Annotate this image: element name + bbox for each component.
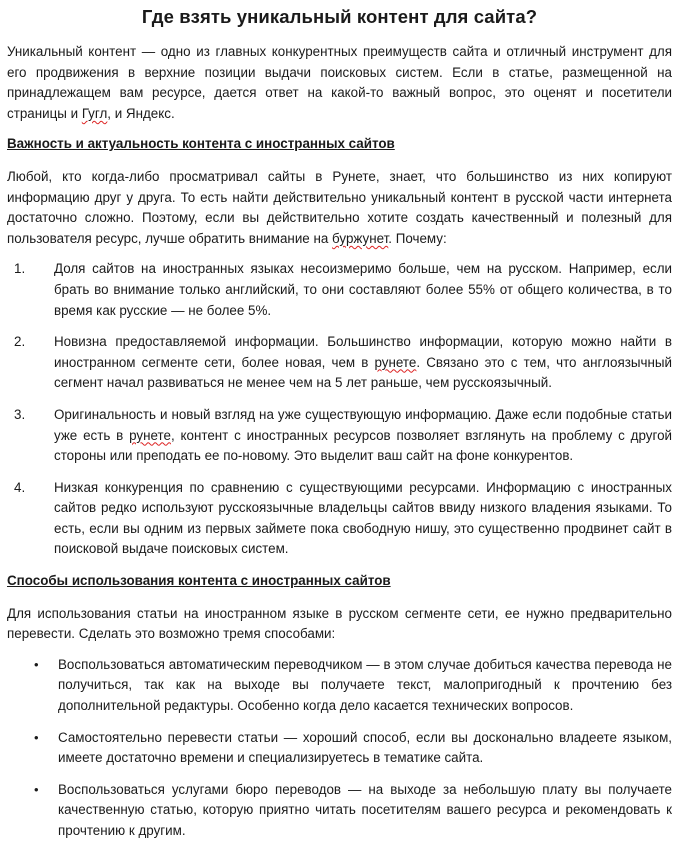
numbered-list [7,259,672,560]
list-item [14,332,672,394]
list-item [34,780,672,842]
list-item-text: Воспользоваться услугами бюро переводов — на выходе за небольшую плату вы получаете качественную статью, которую приятно читать посетителям вашего ресурса и рекомендовать к прочтению к другим. [58,781,672,838]
list-item-text-end: , контент с иностранных ресурсов позволяет взглянуть на проблему с другой стороны или преподать ее по-новому. Это выделит ваш сайт на фоне конкурентов. [54,427,672,464]
section2-heading: Способы использования контента с иностранных сайтов [7,573,391,589]
spellcheck-word-gugl: Гугл [81,105,108,121]
spellcheck-word-runete: рунете [374,354,417,370]
list-item-text: Доля сайтов на иностранных языках несоизмеримо больше, чем на русском. Например, если брать во внимание только английский, то они составляют более 55% от общего количества, в то время как русские — не более 5%. [54,261,672,318]
list-number: 1. [14,261,26,277]
list-item [34,655,672,717]
list-number: 2. [14,334,26,350]
section1-heading: Важность и актуальность контента с иностранных сайтов [7,136,395,152]
list-item-text: Самостоятельно перевести статьи — хороший способ, если вы досконально владеете языком, имеете достаточно времени и специализируетесь в тематике сайта. [58,729,672,766]
list-item [14,259,672,321]
section1-text: Любой, кто когда-либо просматривал сайты в Рунете, знает, что большинство из них копируют информацию друг у друга. То есть найти действительно уникальный контент в русской части интернета достаточно сложно. Поэтому, если вы действительно хотите создать качественный и полезный для пользователя ресурс, лучше обратить внимание на [7,168,672,246]
spellcheck-word-runete: рунете [129,427,171,443]
list-item-text: Низкая конкуренция по сравнению с существующими ресурсами. Информацию с иностранных сайтов редко используют русскоязычные владельцы сайтов ввиду низкого владения языками. То есть, если вы одним из первых займете пока свободную нишу, это существенно продвинет сайт в поисковой выдаче поисковых систем. [54,479,672,557]
list-number: 4. [14,479,26,495]
intro-paragraph [7,42,672,124]
section1-paragraph [7,167,672,249]
list-item-text: Воспользоваться автоматическим переводчиком — в этом случае добиться качества перевода не получиться, так как на выходе вы получаете текст, малопригодный к прочтению без дополнительной редактуры. Особенно когда дело касается технических вопросов. [58,656,672,714]
list-item-text: Новизна предоставляемой информации. Большинство информации, которую можно найти в иностранном сегменте сети, более новая, чем в [54,334,672,370]
section2-paragraph: Для использования статьи на иностранном языке в русском сегменте сети, ее нужно предварительно перевести. Сделать это возможно тремя способами: [7,605,672,642]
list-item [34,728,672,769]
list-number: 3. [14,406,26,422]
bullet-icon: • [34,656,39,672]
page-title: Где взять уникальный контент для сайта? [141,6,538,27]
list-item-text-end: . Связано это с тем, что англоязычный сегмент начал развиваться не менее чем на 5 лет раньше, чем русскоязычный. [54,354,672,391]
bullet-icon: • [34,781,39,797]
list-item [14,478,672,560]
intro-text: Уникальный контент — одно из главных конкурентных преимуществ сайта и отличный инструмент для его продвижения в верхние позиции выдачи поисковых систем. Если в статье, размещенной на принадлежащем вам ресурсе, дается ответ на какой-то важный вопрос, это оценят и посетители страницы и [7,44,672,121]
list-item [14,405,672,467]
spellcheck-word-burzhunet: буржунет [332,230,389,246]
intro-text-end: , и Яндекс. [107,105,175,121]
section1-text-end: . Почему: [388,230,447,246]
list-item-text: Оригинальность и новый взгляд на уже существующую информацию. Даже если подобные статьи уже есть в [54,406,672,443]
bullet-list [7,655,672,842]
bullet-icon: • [34,729,39,745]
